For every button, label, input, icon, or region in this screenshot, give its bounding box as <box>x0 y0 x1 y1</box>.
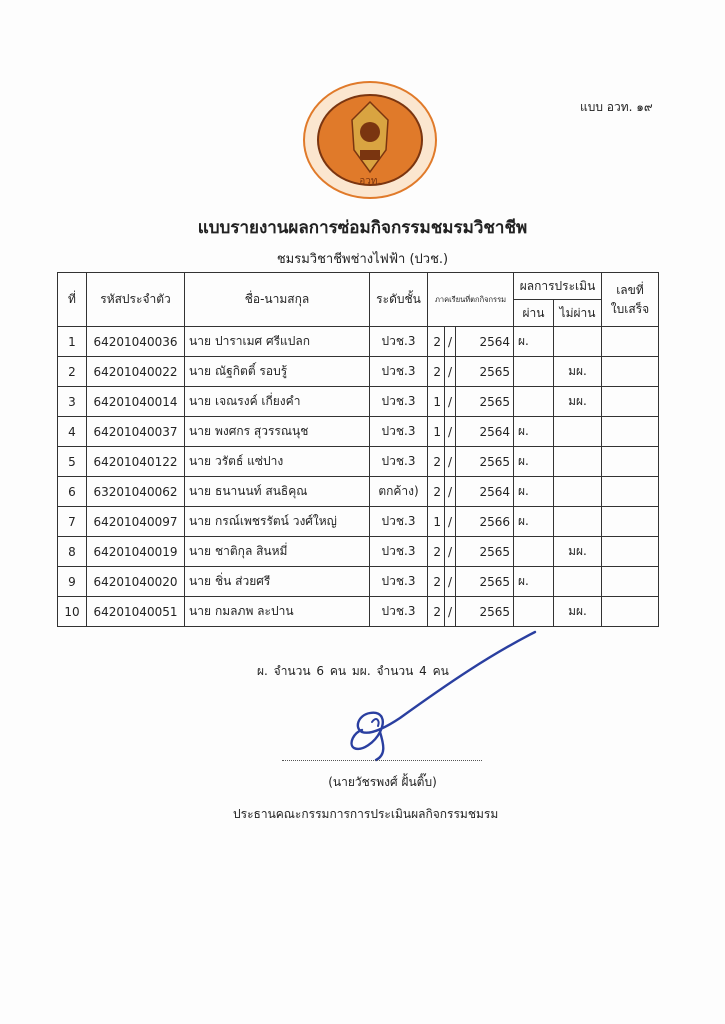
row-no: 2 <box>58 357 87 387</box>
row-cert <box>602 597 659 627</box>
row-semester: 2 <box>428 357 445 387</box>
row-name <box>185 417 370 447</box>
row-slash: / <box>445 477 456 507</box>
row-level: ปวช.3 <box>370 447 428 477</box>
row-semester: 2 <box>428 567 445 597</box>
row-semester: 2 <box>428 447 445 477</box>
row-year: 2565 <box>456 597 514 627</box>
row-year: 2565 <box>456 387 514 417</box>
name-prefix: นาย <box>189 454 211 468</box>
row-semester: 2 <box>428 477 445 507</box>
row-fail: มผ. <box>554 387 602 417</box>
row-no: 10 <box>58 597 87 627</box>
row-name <box>185 357 370 387</box>
row-semester: 1 <box>428 387 445 417</box>
row-name <box>185 537 370 567</box>
row-year: 2564 <box>456 477 514 507</box>
row-cert <box>602 447 659 477</box>
row-name <box>185 447 370 477</box>
row-level: ปวช.3 <box>370 417 428 447</box>
header-level: ระดับชั้น <box>370 273 428 327</box>
name-prefix: นาย <box>189 424 211 438</box>
header-cert-line2: ใบเสร็จ <box>610 301 650 316</box>
full-name: ธนานนท์ สนธิคุณ <box>215 484 308 498</box>
signer-name: (นายวัชรพงศ์ ฝั้นติ๊บ) <box>328 775 437 789</box>
row-cert <box>602 387 659 417</box>
header-id: รหัสประจำตัว <box>87 273 185 327</box>
row-name <box>185 507 370 537</box>
row-year: 2565 <box>456 357 514 387</box>
row-cert <box>602 537 659 567</box>
name-prefix: นาย <box>189 394 211 408</box>
row-cert <box>602 417 659 447</box>
full-name: วรัตธ์ แซ่ปาง <box>215 454 284 468</box>
page-subtitle: ชมรมวิชาชีพช่างไฟฟ้า (ปวช.) <box>276 252 449 267</box>
row-year: 2564 <box>456 417 514 447</box>
table-row <box>58 537 659 567</box>
row-level: ปวช.3 <box>370 507 428 537</box>
row-no: 4 <box>58 417 87 447</box>
full-name: ณัฐกิตติ์ รอบรู้ <box>215 364 288 378</box>
row-no: 6 <box>58 477 87 507</box>
row-slash: / <box>445 597 456 627</box>
row-fail <box>554 567 602 597</box>
row-year: 2566 <box>456 507 514 537</box>
row-fail: มผ. <box>554 357 602 387</box>
row-id: 64201040020 <box>87 567 185 597</box>
table-row <box>58 477 659 507</box>
row-slash: / <box>445 567 456 597</box>
row-pass <box>514 537 554 567</box>
row-pass <box>514 357 554 387</box>
row-level: ปวช.3 <box>370 327 428 357</box>
row-cert <box>602 327 659 357</box>
row-no: 9 <box>58 567 87 597</box>
row-no: 3 <box>58 387 87 417</box>
table-row <box>58 567 659 597</box>
name-prefix: นาย <box>189 514 211 528</box>
row-id: 63201040062 <box>87 477 185 507</box>
name-prefix: นาย <box>189 544 211 558</box>
row-level: ปวช.3 <box>370 597 428 627</box>
row-level: ปวช.3 <box>370 537 428 567</box>
row-year: 2565 <box>456 447 514 477</box>
table-row <box>58 357 659 387</box>
row-no: 8 <box>58 537 87 567</box>
row-cert <box>602 357 659 387</box>
row-slash: / <box>445 447 456 477</box>
row-level: ตกค้าง) <box>370 477 428 507</box>
table-row <box>58 387 659 417</box>
row-fail: มผ. <box>554 597 602 627</box>
full-name: เจณรงค์ เกี่ยงคำ <box>215 394 301 408</box>
table-row <box>58 447 659 477</box>
row-level: ปวช.3 <box>370 357 428 387</box>
header-pass: ผ่าน <box>514 300 554 327</box>
row-semester: 2 <box>428 537 445 567</box>
row-slash: / <box>445 507 456 537</box>
signer-position: ประธานคณะกรรมการการประเมินผลกิจกรรมชมรม <box>233 807 499 821</box>
row-fail <box>554 417 602 447</box>
header-result: ผลการประเมิน <box>514 273 602 300</box>
row-pass: ผ. <box>514 327 554 357</box>
row-id: 64201040022 <box>87 357 185 387</box>
row-pass: ผ. <box>514 477 554 507</box>
header-term: ภาคเรียนที่ตกกิจกรรม <box>428 273 514 327</box>
row-year: 2565 <box>456 567 514 597</box>
row-name <box>185 387 370 417</box>
row-id: 64201040051 <box>87 597 185 627</box>
row-semester: 1 <box>428 507 445 537</box>
row-no: 5 <box>58 447 87 477</box>
row-no: 7 <box>58 507 87 537</box>
row-id: 64201040097 <box>87 507 185 537</box>
row-year: 2564 <box>456 327 514 357</box>
name-prefix: นาย <box>189 334 211 348</box>
full-name: กมลภพ ละปาน <box>215 604 294 618</box>
summary-line: ผ. จำนวน 6 คน มผ. จำนวน 4 คน <box>257 664 449 678</box>
row-cert <box>602 507 659 537</box>
full-name: ชาติกุล สินหมี่ <box>215 544 288 558</box>
row-slash: / <box>445 417 456 447</box>
row-pass: ผ. <box>514 447 554 477</box>
row-semester: 2 <box>428 597 445 627</box>
form-code: แบบ อวท. ๑๙ <box>580 100 653 114</box>
full-name: ชิ่น ส่วยศรี <box>215 574 271 588</box>
row-name <box>185 567 370 597</box>
row-pass: ผ. <box>514 567 554 597</box>
row-slash: / <box>445 537 456 567</box>
full-name: กรณ์เพชรรัตน์ วงศ์ใหญ่ <box>215 514 337 528</box>
row-pass: ผ. <box>514 417 554 447</box>
organization-logo <box>300 80 440 200</box>
row-fail <box>554 477 602 507</box>
row-name <box>185 477 370 507</box>
row-semester: 2 <box>428 327 445 357</box>
full-name: พงศกร สุวรรณนุช <box>215 424 309 438</box>
logo-mark: อวท. <box>359 176 381 187</box>
row-fail <box>554 507 602 537</box>
row-slash: / <box>445 327 456 357</box>
signature-line <box>282 760 482 761</box>
row-pass: ผ. <box>514 507 554 537</box>
name-prefix: นาย <box>189 604 211 618</box>
name-prefix: นาย <box>189 364 211 378</box>
row-id: 64201040122 <box>87 447 185 477</box>
row-slash: / <box>445 387 456 417</box>
row-fail <box>554 327 602 357</box>
row-fail <box>554 447 602 477</box>
name-prefix: นาย <box>189 574 211 588</box>
report-table <box>57 272 659 627</box>
page-title: แบบรายงานผลการซ่อมกิจกรรมชมรมวิชาชีพ <box>197 218 528 238</box>
name-prefix: นาย <box>189 484 211 498</box>
row-cert <box>602 567 659 597</box>
table-row <box>58 507 659 537</box>
row-slash: / <box>445 357 456 387</box>
table-row <box>58 327 659 357</box>
row-id: 64201040036 <box>87 327 185 357</box>
row-id: 64201040014 <box>87 387 185 417</box>
header-name: ชื่อ-นามสกุล <box>185 273 370 327</box>
row-pass <box>514 387 554 417</box>
signature-mark <box>340 620 540 770</box>
row-level: ปวช.3 <box>370 387 428 417</box>
row-name <box>185 327 370 357</box>
table-row <box>58 417 659 447</box>
row-semester: 1 <box>428 417 445 447</box>
row-year: 2565 <box>456 537 514 567</box>
row-no: 1 <box>58 327 87 357</box>
row-id: 64201040019 <box>87 537 185 567</box>
row-cert <box>602 477 659 507</box>
header-no: ที่ <box>58 273 87 327</box>
row-fail: มผ. <box>554 537 602 567</box>
row-level: ปวช.3 <box>370 567 428 597</box>
full-name: ปาราเมศ ศรีแปลก <box>215 334 311 348</box>
header-cert-line1: เลขที่ <box>616 282 644 297</box>
header-cert <box>602 273 659 327</box>
row-id: 64201040037 <box>87 417 185 447</box>
header-fail: ไม่ผ่าน <box>554 300 602 327</box>
